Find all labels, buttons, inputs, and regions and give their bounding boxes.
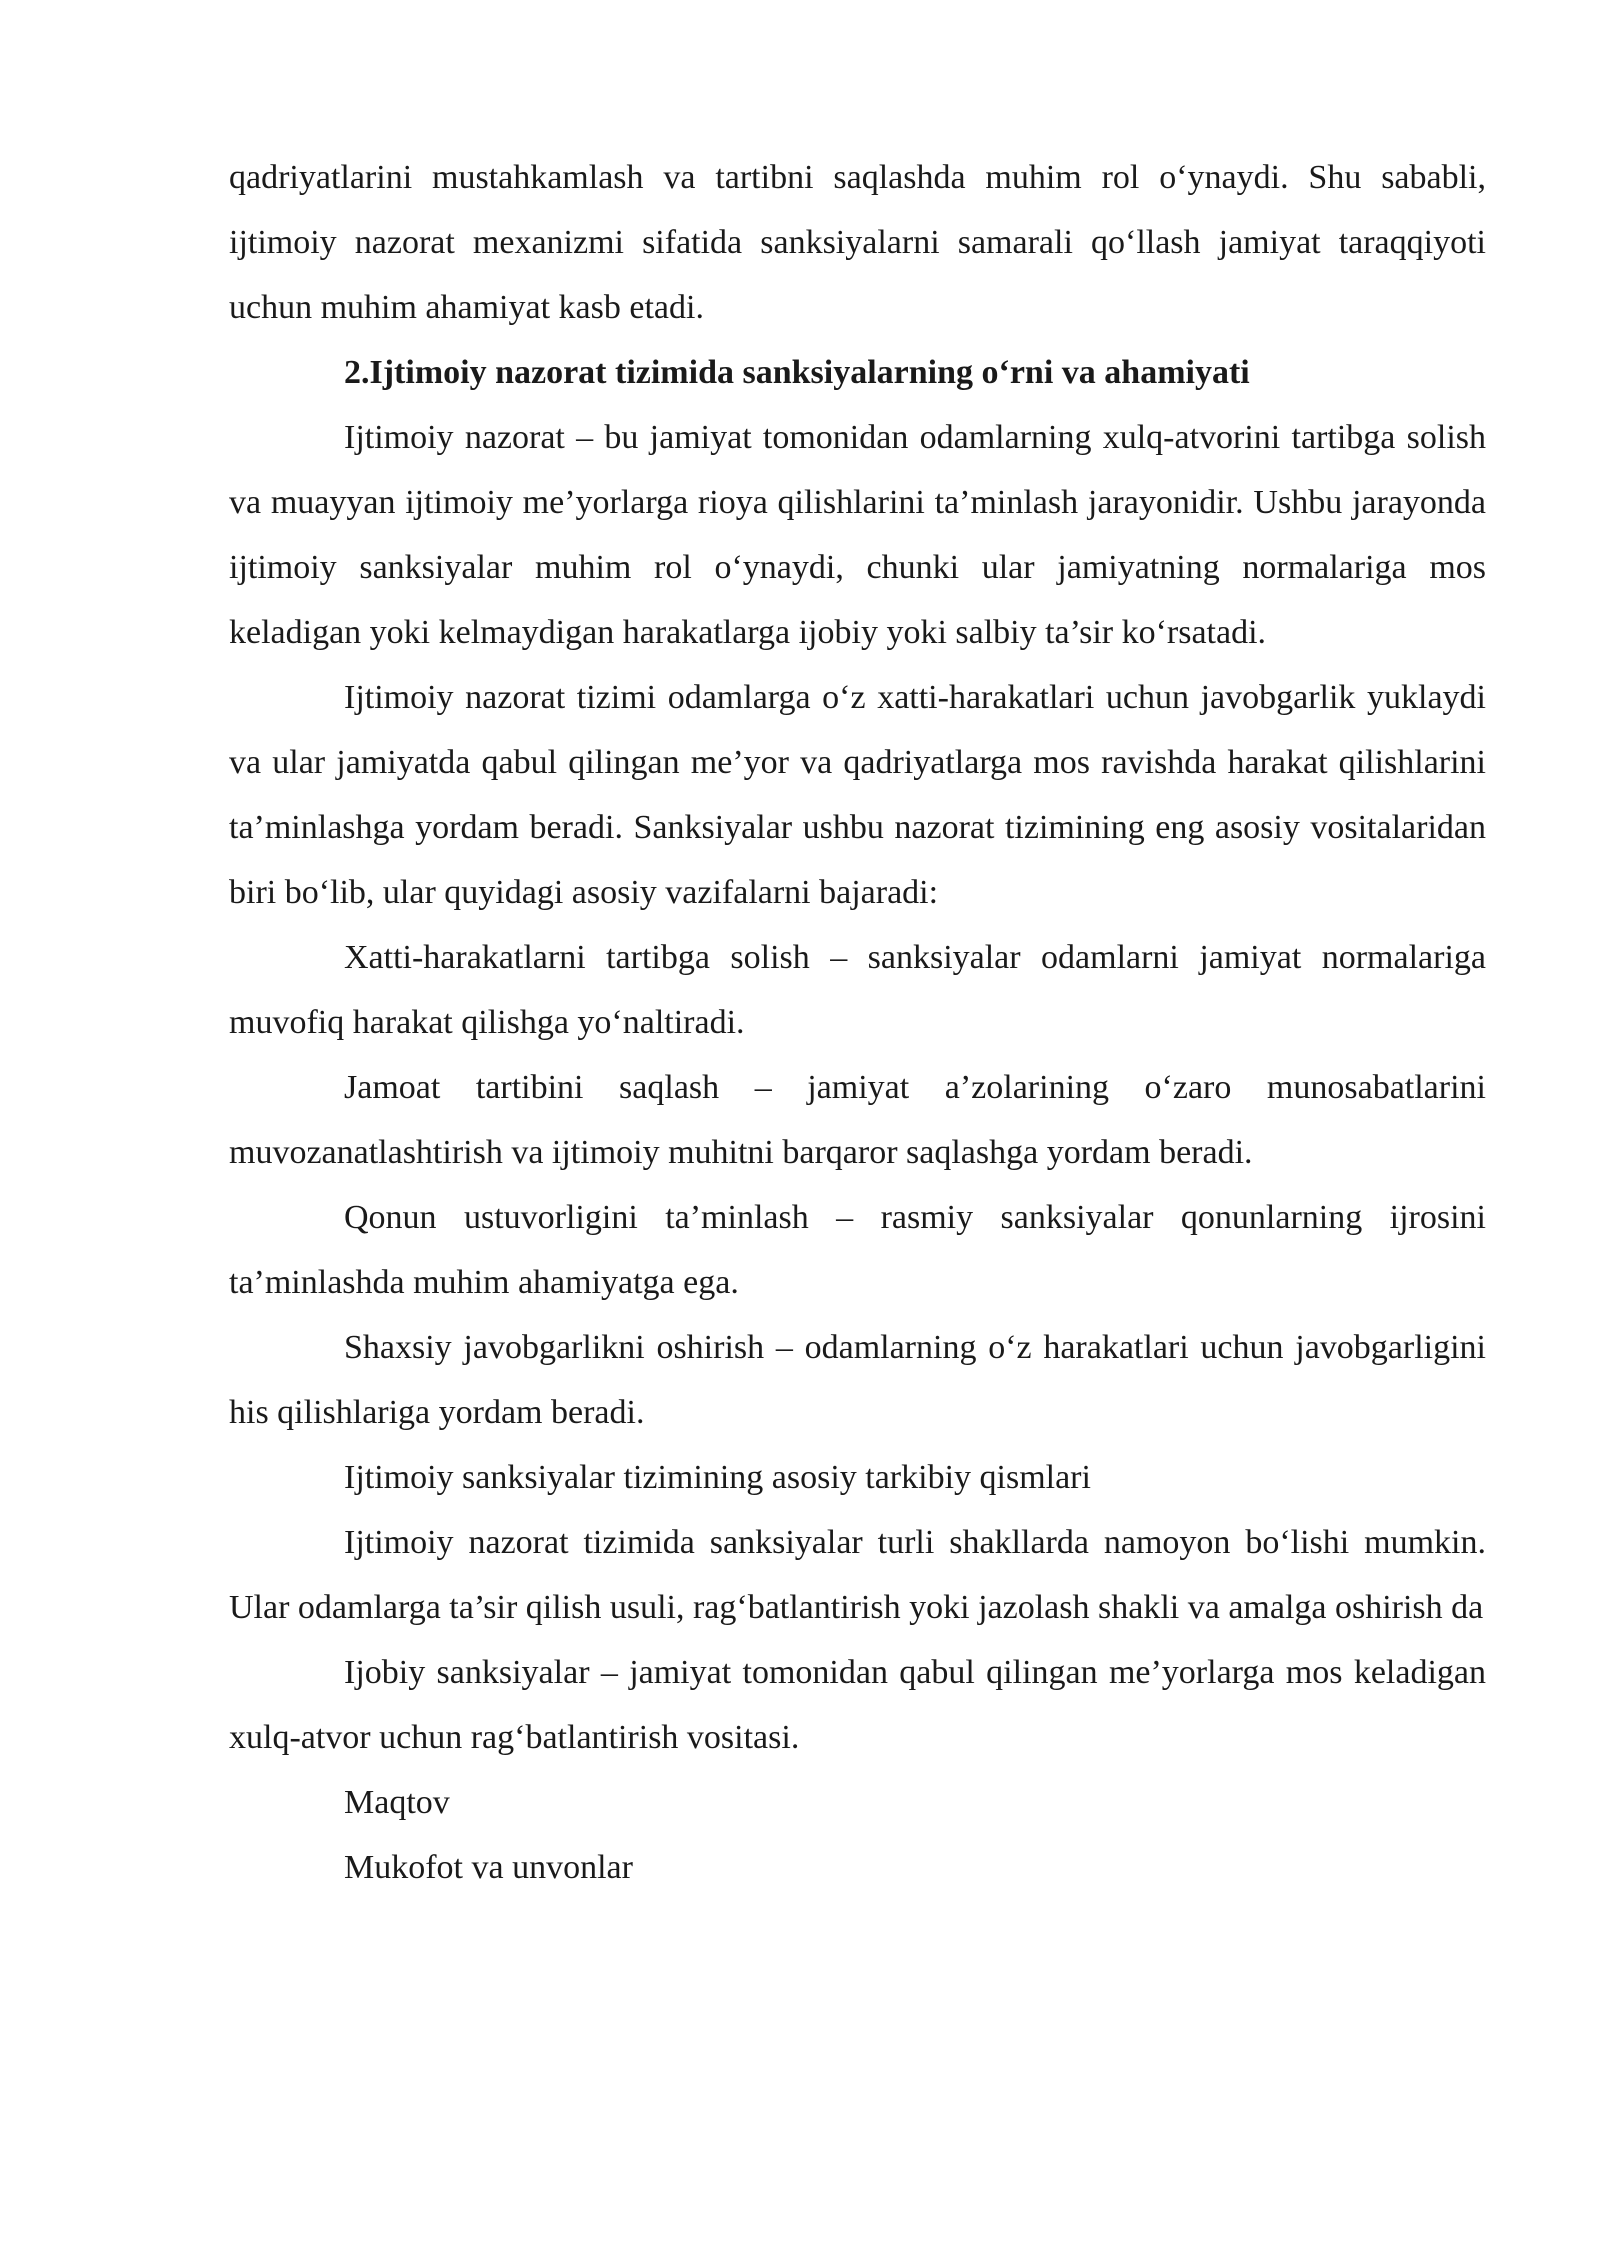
list-item-awards: Mukofot va unvonlar [344,1849,633,1886]
paragraph-sanction-forms: Ijtimoiy nazorat tizimida sanksiyalar turli shakllarda namoyon bo‘lishi mumkin. Ular odamlarga ta’sir qilish usuli, rag‘batlantirish yoki jazolash shakli va amalga oshirish da [229,1524,1486,1626]
paragraph-public-order: Jamoat tartibini saqlash – jamiyat a’zolarining o‘zaro munosabatlarini muvozanatlashtirish va ijtimoiy muhitni barqaror saqlashga yordam beradi. [229,1069,1486,1171]
paragraph-social-control-definition: Ijtimoiy nazorat – bu jamiyat tomonidan odamlarning xulq-atvorini tartibga solish va muayyan ijtimoiy me’yorlarga rioya qilishlarini ta’minlash jarayonidir. Ushbu jarayonda ijtimoiy sanksiyalar muhim rol o‘ynaydi, chunki ular jamiyatning normalariga mos keladigan yoki kelmaydigan harakatlarga ijobiy yoki salbiy ta’sir ko‘rsatadi. [229,419,1486,651]
paragraph-control-system: Ijtimoiy nazorat tizimi odamlarga o‘z xatti-harakatlari uchun javobgarlik yuklaydi va ular jamiyatda qabul qilingan me’yor va qadriyatlarga mos ravishda harakat qilishlarini ta’minlashga yordam beradi. Sanksiyalar ushbu nazorat tizimining eng asosiy vositalaridan biri bo‘lib, ular quyidagi asosiy vazifalarni bajaradi: [229,679,1486,911]
document-body [229,145,1486,1900]
paragraph-personal-responsibility: Shaxsiy javobgarlikni oshirish – odamlarning o‘z harakatlari uchun javobgarligini his qilishlariga yordam beradi. [229,1329,1486,1431]
paragraph-positive-sanctions: Ijobiy sanksiyalar – jamiyat tomonidan qabul qilingan me’yorlarga mos keladigan xulq-atvor uchun rag‘batlantirish vositasi. [229,1654,1486,1756]
paragraph-continuation: qadriyatlarini mustahkamlash va tartibni saqlashda muhim rol o‘ynaydi. Shu sababli, ijtimoiy nazorat mexanizmi sifatida sanksiyalarni samarali qo‘llash jamiyat taraqqiyoti uchun muhim ahamiyat kasb etadi. [229,159,1486,326]
list-item-praise: Maqtov [344,1784,450,1821]
paragraph-rule-of-law: Qonun ustuvorligini ta’minlash – rasmiy sanksiyalar qonunlarning ijrosini ta’minlashda muhim ahamiyatga ega. [229,1199,1486,1301]
paragraph-components-title: Ijtimoiy sanksiyalar tizimining asosiy tarkibiy qismlari [344,1459,1091,1496]
paragraph-regulating-behavior: Xatti-harakatlarni tartibga solish – sanksiyalar odamlarni jamiyat normalariga muvofiq harakat qilishga yo‘naltiradi. [229,939,1486,1041]
section-heading: 2.Ijtimoiy nazorat tizimida sanksiyalarning o‘rni va ahamiyati [344,354,1250,391]
